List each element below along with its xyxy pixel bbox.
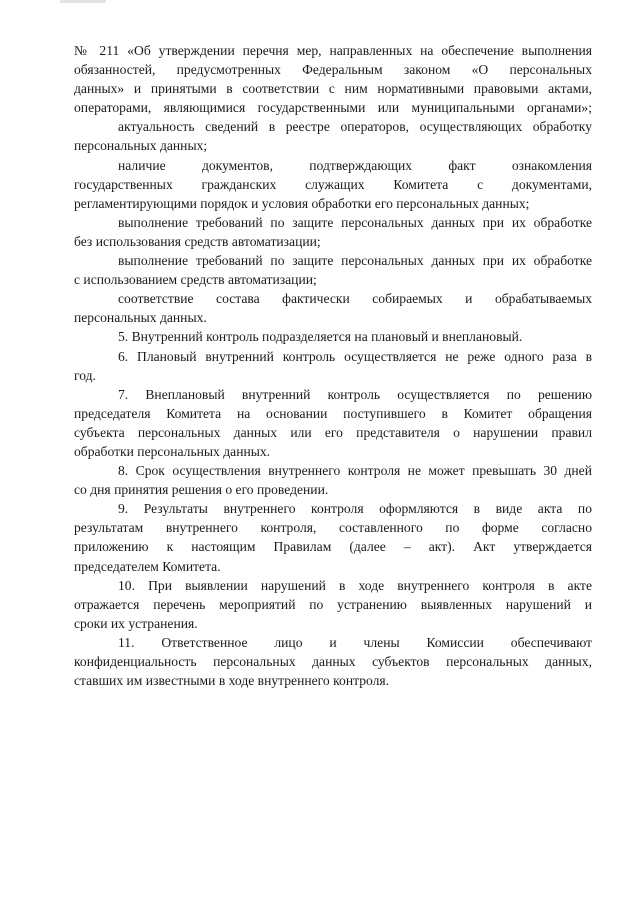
scan-edge-mark (60, 0, 106, 3)
document-body (74, 41, 592, 690)
document-line: персональных данных. (74, 310, 207, 326)
document-line: председателем Комитета. (74, 558, 221, 574)
document-line: результатам внутреннего контроля, составленного по форме согласно (74, 520, 592, 536)
document-line: сроки их устранения. (74, 615, 198, 631)
document-line: выполнение требований по защите персональных данных при их обработке (118, 253, 592, 269)
document-line: председателя Комитета на основании поступившего в Комитет обращения (74, 405, 592, 421)
document-line: персональных данных; (74, 138, 208, 154)
document-line: приложению к настоящим Правилам (далее – акт). Акт утверждается (74, 539, 592, 555)
document-line: 5. Внутренний контроль подразделяется на плановый и внеплановый. (118, 329, 523, 345)
document-line: 6. Плановый внутренний контроль осуществляется не реже одного раза в (118, 348, 592, 364)
document-line: обработки персональных данных. (74, 443, 271, 459)
document-line: с использованием средств автоматизации; (74, 272, 317, 288)
document-line: операторами, являющимися государственными или муниципальными органами»; (74, 100, 592, 116)
document-line: регламентирующими порядок и условия обработки его персональных данных; (74, 195, 530, 211)
document-line: конфиденциальность персональных данных субъектов персональных данных, (74, 654, 592, 669)
document-line: данных» и принятыми в соответствии с ним нормативными правовыми актами, (74, 81, 592, 97)
document-line: соответствие состава фактически собираемых и обрабатываемых (118, 291, 592, 307)
document-line: 9. Результаты внутреннего контроля оформляются в виде акта по (118, 501, 592, 517)
document-line: 11. Ответственное лицо и члены Комиссии обеспечивают (118, 634, 592, 650)
document-line: выполнение требований по защите персональных данных при их обработке (118, 214, 592, 230)
document-line: субъекта персональных данных или его представителя о нарушении правил (74, 424, 592, 440)
document-line: отражается перечень мероприятий по устранению выявленных нарушений и (74, 596, 592, 612)
document-line: 7. Внеплановый внутренний контроль осуществляется по решению (118, 386, 592, 402)
document-line: без использования средств автоматизации; (74, 233, 321, 249)
document-line: наличие документов, подтверждающих факт ознакомления (118, 157, 592, 173)
document-line: со дня принятия решения о его проведении. (74, 482, 329, 498)
document-line: год. (74, 367, 96, 383)
document-line: государственных гражданских служащих Комитета с документами, (74, 176, 592, 192)
document-line: 8. Срок осуществления внутреннего контроля не может превышать 30 дней (118, 463, 592, 479)
document-line: актуальность сведений в реестре операторов, осуществляющих обработку (118, 119, 592, 135)
document-line: 10. При выявлении нарушений в ходе внутреннего контроля в акте (118, 577, 592, 593)
document-line: ставших им известными в ходе внутреннего контроля. (74, 673, 390, 689)
document-line: обязанностей, предусмотренных Федеральным законом «О персональных (74, 62, 592, 78)
document-line: № 211 «Об утверждении перечня мер, направленных на обеспечение выполнения (74, 43, 592, 58)
